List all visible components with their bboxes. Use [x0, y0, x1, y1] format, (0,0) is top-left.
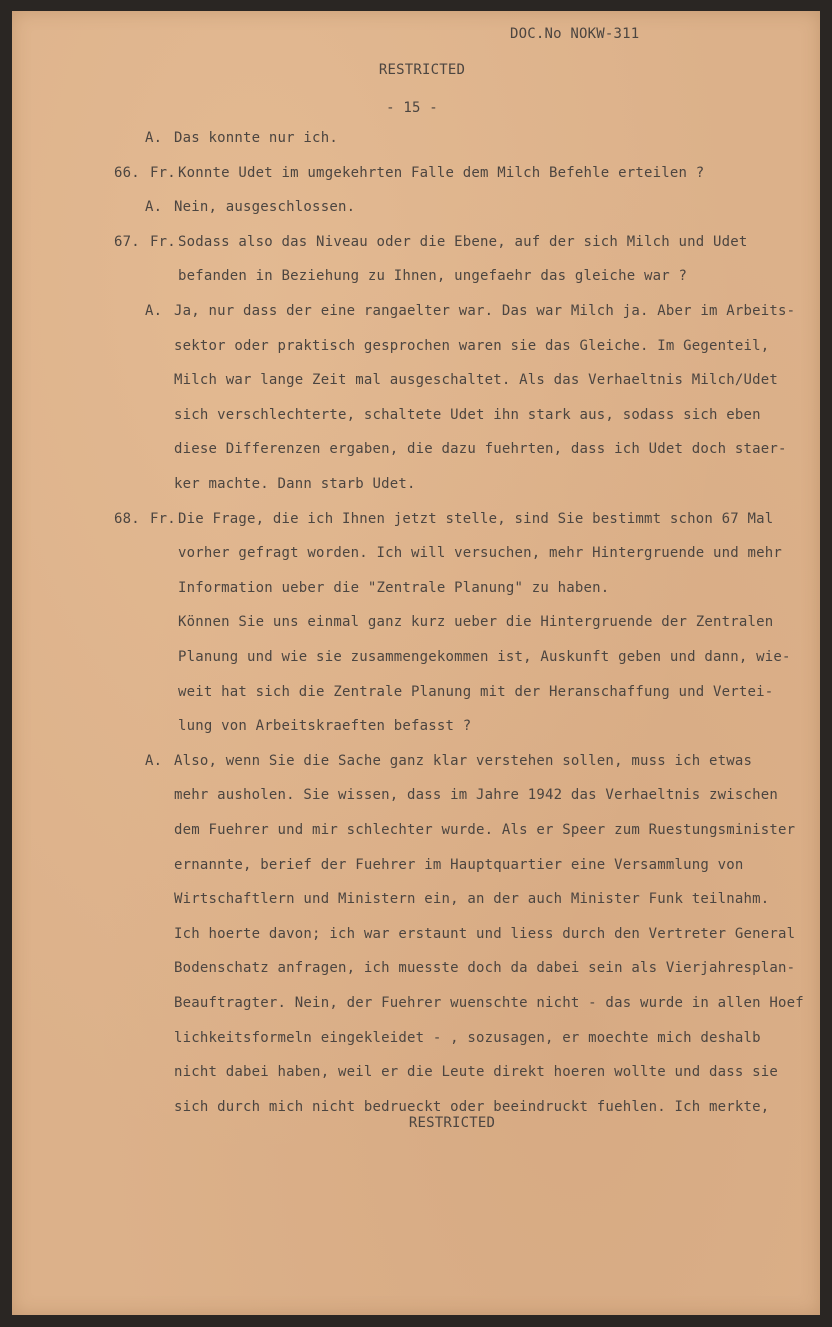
- doc-number: DOC.No NOKW-311: [510, 26, 640, 42]
- answer-speaker: A.: [145, 303, 163, 319]
- question-speaker: Fr.: [150, 510, 176, 527]
- answer-line: Nein, ausgeschlossen.: [174, 199, 356, 216]
- answer-speaker: A.: [145, 199, 163, 216]
- question-line: Die Frage, die ich Ihnen jetzt stelle, sind Sie bestimmt schon 67 Mal: [178, 510, 774, 527]
- answer-line: ernannte, berief der Fuehrer im Hauptquartier eine Versammlung von: [174, 856, 744, 873]
- question-line: weit hat sich die Zentrale Planung mit der Heranschaffung und Vertei-: [178, 683, 774, 700]
- question-line: Sodass also das Niveau oder die Ebene, auf der sich Milch und Udet: [178, 233, 748, 250]
- question-line: lung von Arbeitskraeften befasst ?: [178, 718, 472, 735]
- page-number: - 15 -: [386, 100, 438, 116]
- question-line: Planung und wie sie zusammengekommen ist, Auskunft geben und dann, wie-: [178, 649, 791, 665]
- question-speaker: Fr.: [150, 164, 176, 181]
- classification-footer: RESTRICTED: [408, 1115, 496, 1131]
- question-line: vorher gefragt worden. Ich will versuchen, mehr Hintergruende und mehr: [178, 545, 783, 562]
- answer-line: sektor oder praktisch gesprochen waren sie das Gleiche. Im Gegenteil,: [174, 337, 770, 354]
- question-line: Können Sie uns einmal ganz kurz ueber die Hintergruende der Zentralen: [178, 614, 774, 631]
- question-number: 68.: [114, 510, 140, 527]
- answer-line: dem Fuehrer und mir schlechter wurde. Als er Speer zum Ruestungsminister: [174, 822, 796, 838]
- question-line: Information ueber die "Zentrale Planung" zu haben.: [178, 579, 610, 596]
- answer-line: Bodenschatz anfragen, ich muesste doch da dabei sein als Vierjahresplan-: [174, 960, 796, 977]
- question-speaker: Fr.: [150, 233, 176, 250]
- answer-line: ker machte. Dann starb Udet.: [174, 476, 416, 492]
- classification-header: RESTRICTED: [378, 62, 466, 78]
- answer-line: mehr ausholen. Sie wissen, dass im Jahre 1942 das Verhaeltnis zwischen: [174, 787, 779, 804]
- answer-line: Milch war lange Zeit mal ausgeschaltet. Als das Verhaeltnis Milch/Udet: [174, 372, 779, 389]
- answer-line: diese Differenzen ergaben, die dazu fuehrten, dass ich Udet doch staer-: [174, 441, 787, 458]
- answer-line: Ja, nur dass der eine rangaelter war. Das war Milch ja. Aber im Arbeits-: [174, 303, 796, 319]
- answer-line: Ich hoerte davon; ich war erstaunt und liess durch den Vertreter General: [174, 925, 796, 942]
- question-number: 67.: [114, 233, 140, 250]
- answer-line: Wirtschaftlern und Ministern ein, an der auch Minister Funk teilnahm.: [174, 891, 770, 908]
- answer-speaker: A.: [145, 130, 163, 146]
- answer-line: Beauftragter. Nein, der Fuehrer wuenschte nicht - das wurde in allen Hoef: [174, 995, 804, 1011]
- answer-line: Das konnte nur ich.: [174, 130, 338, 146]
- question-line: befanden in Beziehung zu Ihnen, ungefaehr das gleiche war ?: [178, 268, 688, 285]
- answer-speaker: A.: [145, 752, 163, 769]
- question-line: Konnte Udet im umgekehrten Falle dem Milch Befehle erteilen ?: [178, 164, 705, 181]
- question-number: 66.: [114, 164, 140, 181]
- answer-line: sich durch mich nicht bedrueckt oder beeindruckt fuehlen. Ich merkte,: [174, 1098, 770, 1115]
- answer-line: sich verschlechterte, schaltete Udet ihn stark aus, sodass sich eben: [174, 406, 761, 423]
- answer-line: Also, wenn Sie die Sache ganz klar verstehen sollen, muss ich etwas: [174, 752, 753, 769]
- answer-line: lichkeitsformeln eingekleidet - , sozusagen, er moechte mich deshalb: [174, 1029, 761, 1046]
- document-page: [12, 11, 820, 1315]
- answer-line: nicht dabei haben, weil er die Leute direkt hoeren wollte und dass sie: [174, 1064, 779, 1081]
